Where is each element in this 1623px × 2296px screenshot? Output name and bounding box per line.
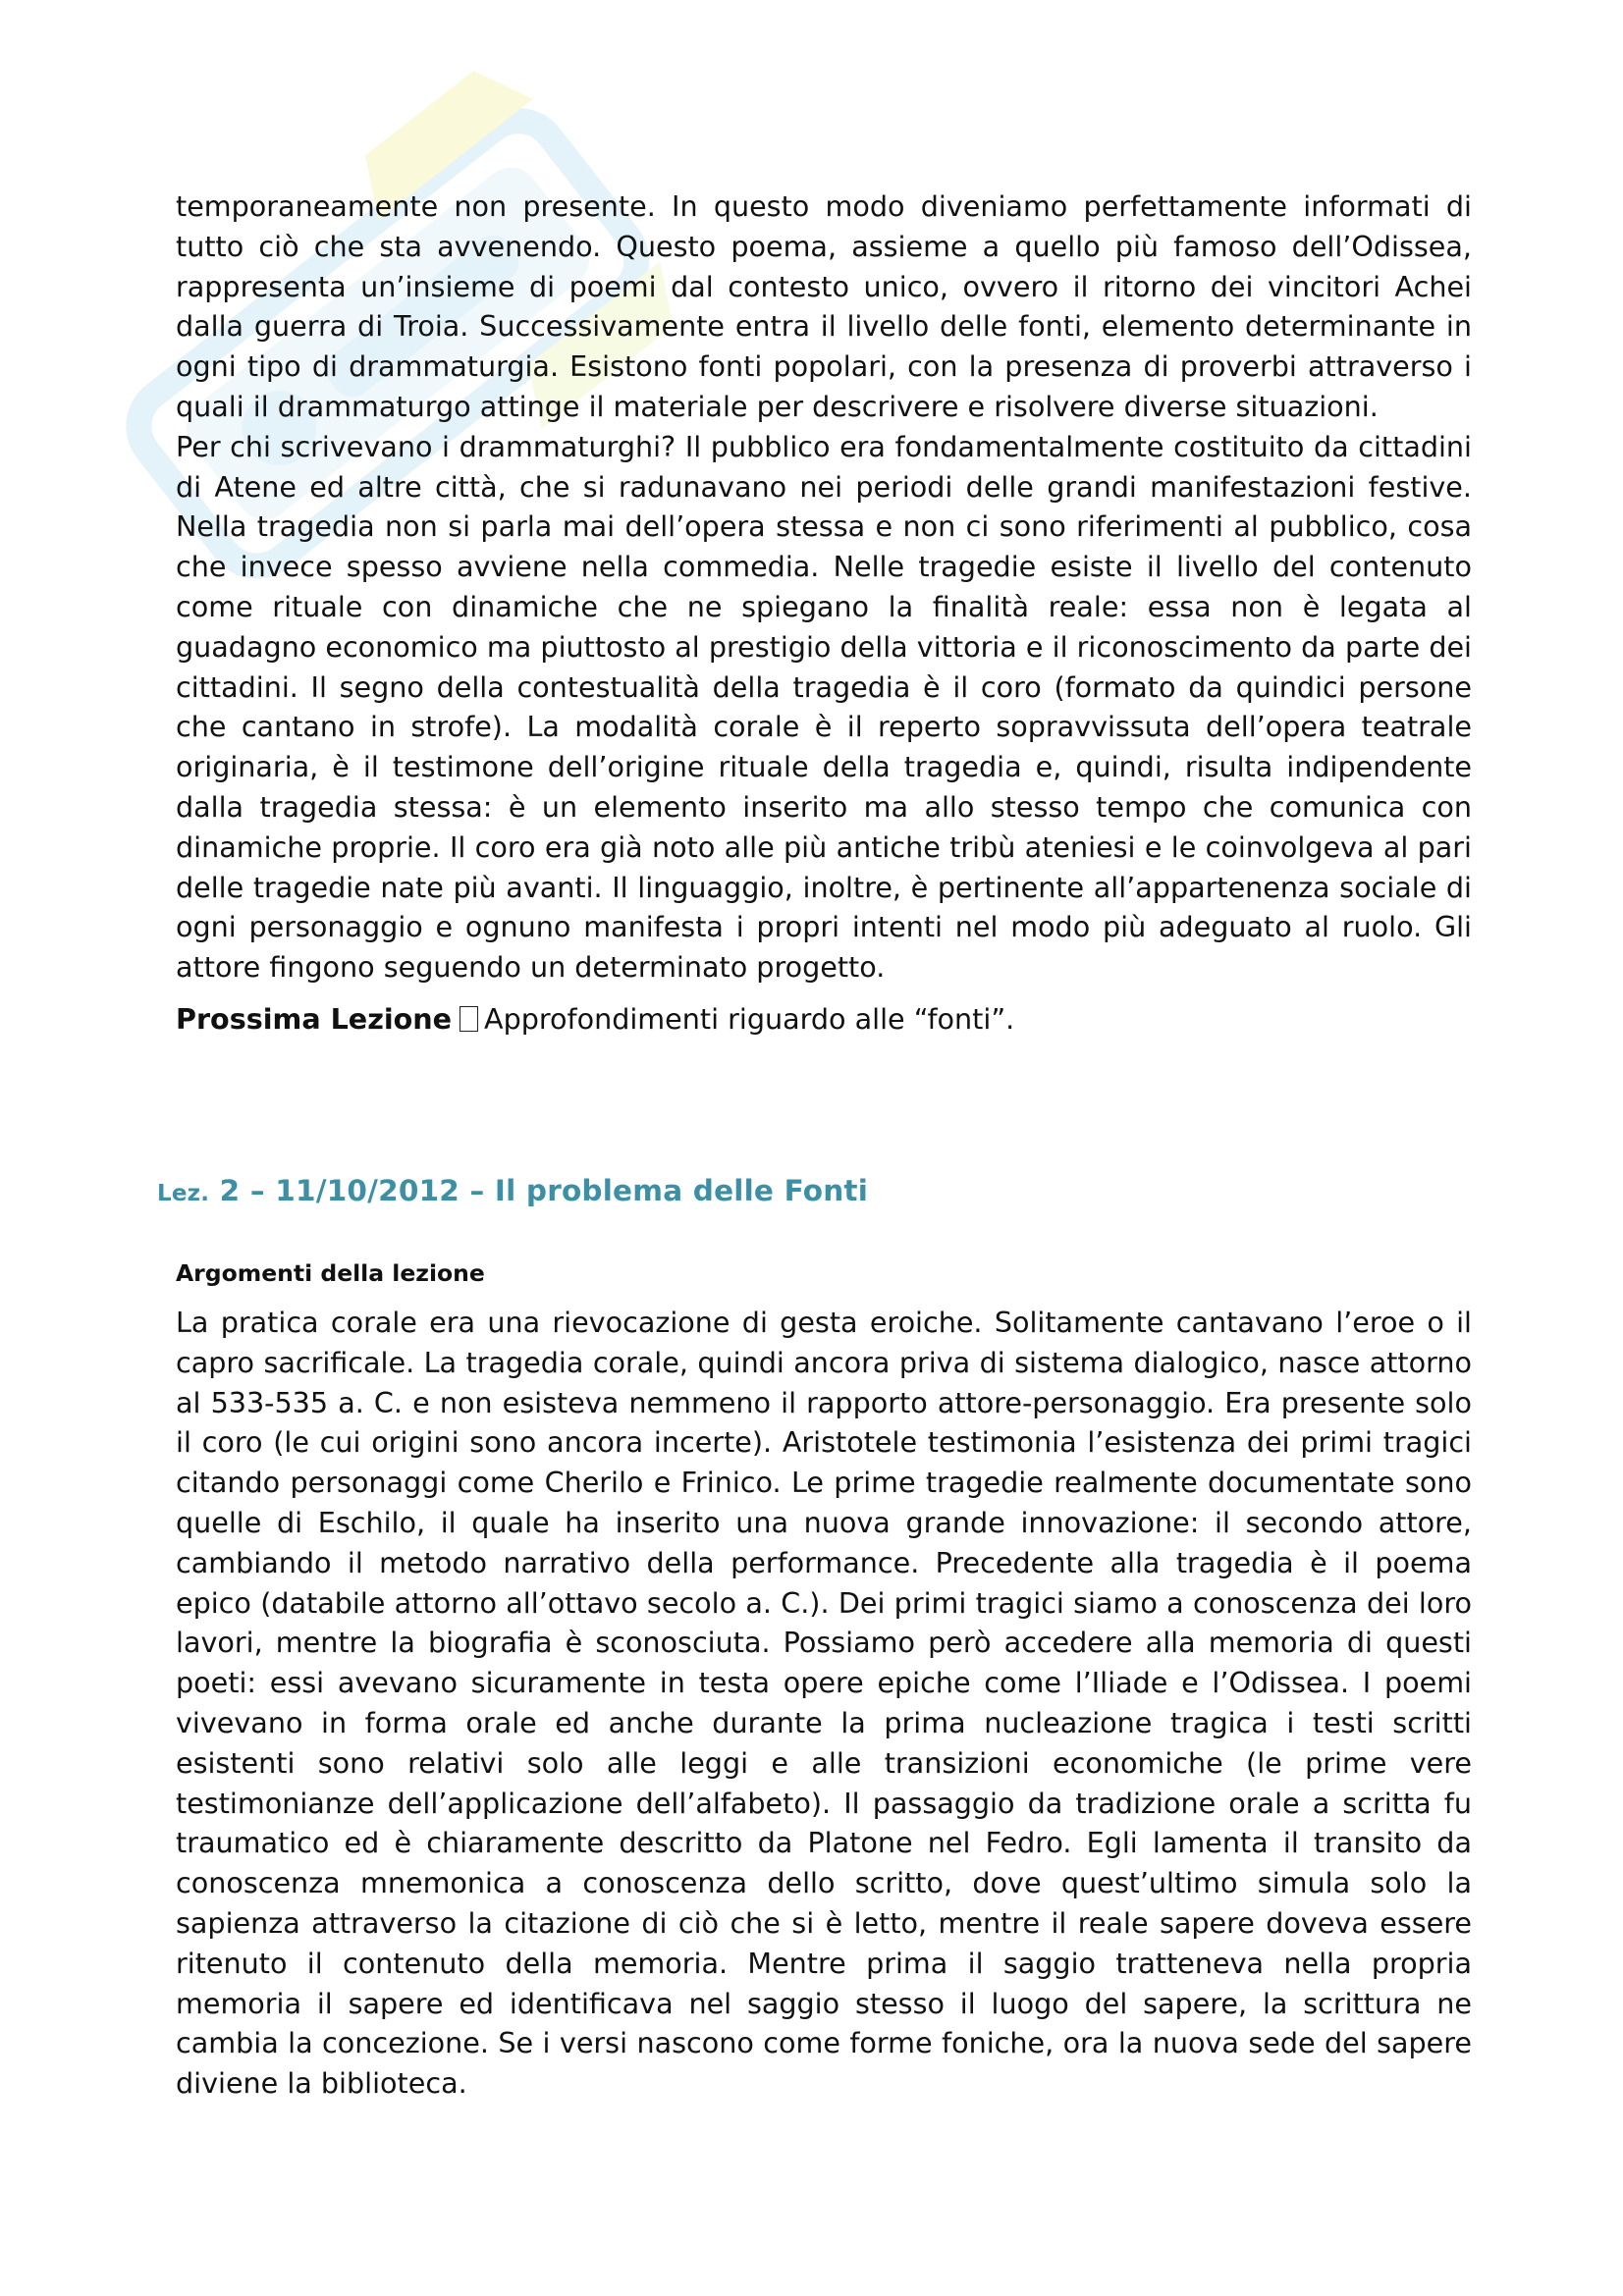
body-paragraph-sources: temporaneamente non presente. In questo modo diveniamo perfettamente informati di tutto ciò che sta avvenendo. Questo poema, assieme a quello più famoso dell’Odissea, rappresenta un’insieme di poemi dal contesto unico, ovvero il ritorno dei vincitori Achei dalla guerra di Troia. Successivamente entra il livello delle fonti, elemento determinante in ogni tipo di drammaturgia. Esistono fonti popolari, con la presenza di proverbi attraverso i quali il drammaturgo attinge il materiale per descrivere e risolvere diverse situazioni.	[176, 189, 1472, 423]
lesson-heading-title: 2 – 11/10/2012 – Il problema delle Fonti	[209, 1174, 869, 1207]
page-body-top	[176, 187, 1472, 1040]
arrow-box-icon	[460, 1006, 478, 1032]
lesson-topics-label: Argomenti della lezione	[176, 1259, 485, 1287]
lesson-heading-prefix: Lez.	[157, 1181, 210, 1206]
lesson-heading	[157, 1174, 868, 1207]
next-lesson-note	[176, 999, 1472, 1040]
next-lesson-label: Prossima Lezione	[176, 1001, 453, 1036]
page-body-lesson2	[176, 1303, 1472, 2104]
body-paragraph-audience: Per chi scrivevano i drammaturghi? Il pubblico era fondamentalmente costituito da cittadini di Atene ed altre città, che si radunavano nei periodi delle grandi manifestazioni festive. Nella tragedia non si parla mai dell’opera stessa e non ci sono riferimenti al pubblico, cosa che invece spesso avviene nella commedia. Nelle tragedie esiste il livello del contenuto come rituale con dinamiche che ne spiegano la finalità reale: essa non è legata al guadagno economico ma piuttosto al prestigio della vittoria e il riconoscimento da parte dei cittadini. Il segno della contestualità della tragedia è il coro (formato da quindici persone che cantano in strofe). La modalità corale è il reperto sopravvissuta dell’opera teatrale originaria, è il testimone dell’origine rituale della tragedia e, quindi, risulta indipendente dalla tragedia stessa: è un elemento inserito ma allo stesso tempo che comunica con dinamiche proprie. Il coro era già noto alle più antiche tribù ateniesi e le coinvolgeva al pari delle tragedie nate più avanti. Il linguaggio, inoltre, è pertinente all’appartenenza sociale di ogni personaggio e ognuno manifesta i propri intenti nel modo più adeguato al ruolo. Gli attore fingono seguendo un determinato progetto.	[176, 429, 1472, 985]
body-paragraph-lesson2: La pratica corale era una rievocazione di gesta eroiche. Solitamente cantavano l’eroe o il capro sacrificale. La tragedia corale, quindi ancora priva di sistema dialogico, nasce attorno al 533-535 a. C. e non esisteva nemmeno il rapporto attore-personaggio. Era presente solo il coro (le cui origini sono ancora incerte). Aristotele testimonia l’esistenza dei primi tragici citando personaggi come Cherilo e Frinico. Le prime tragedie realmente documentate sono quelle di Eschilo, il quale ha inserito una nuova grande innovazione: il secondo attore, cambiando il metodo narrativo della performance. Precedente alla tragedia è il poema epico (databile attorno all’ottavo secolo a. C.). Dei primi tragici siamo a conoscenza dei loro lavori, mentre la biografia è sconosciuta. Possiamo però accedere alla memoria di questi poeti: essi avevano sicuramente in testa opere epiche come l’Iliade e l’Odissea. I poemi vivevano in forma orale ed anche durante la prima nucleazione tragica i testi scritti esistenti sono relativi solo alle leggi e alle transizioni economiche (le prime vere testimonianze dell’applicazione dell’alfabeto). Il passaggio da tradizione orale a scritta fu traumatico ed è chiaramente descritto da Platone nel Fedro. Egli lamenta il transito da conoscenza mnemonica a conoscenza dello scritto, dove quest’ultimo simula solo la sapienza attraverso la citazione di ciò che si è letto, mentre il reale sapere doveva essere ritenuto il contenuto della memoria. Mentre prima il saggio tratteneva nella propria memoria il sapere ed identificava nel saggio stesso il luogo del sapere, la scrittura ne cambia la concezione. Se i versi nascono come forme foniche, ora la nuova sede del sapere diviene la biblioteca.	[176, 1306, 1472, 2101]
next-lesson-text: Approfondimenti riguardo alle “fonti”.	[484, 1001, 1015, 1036]
